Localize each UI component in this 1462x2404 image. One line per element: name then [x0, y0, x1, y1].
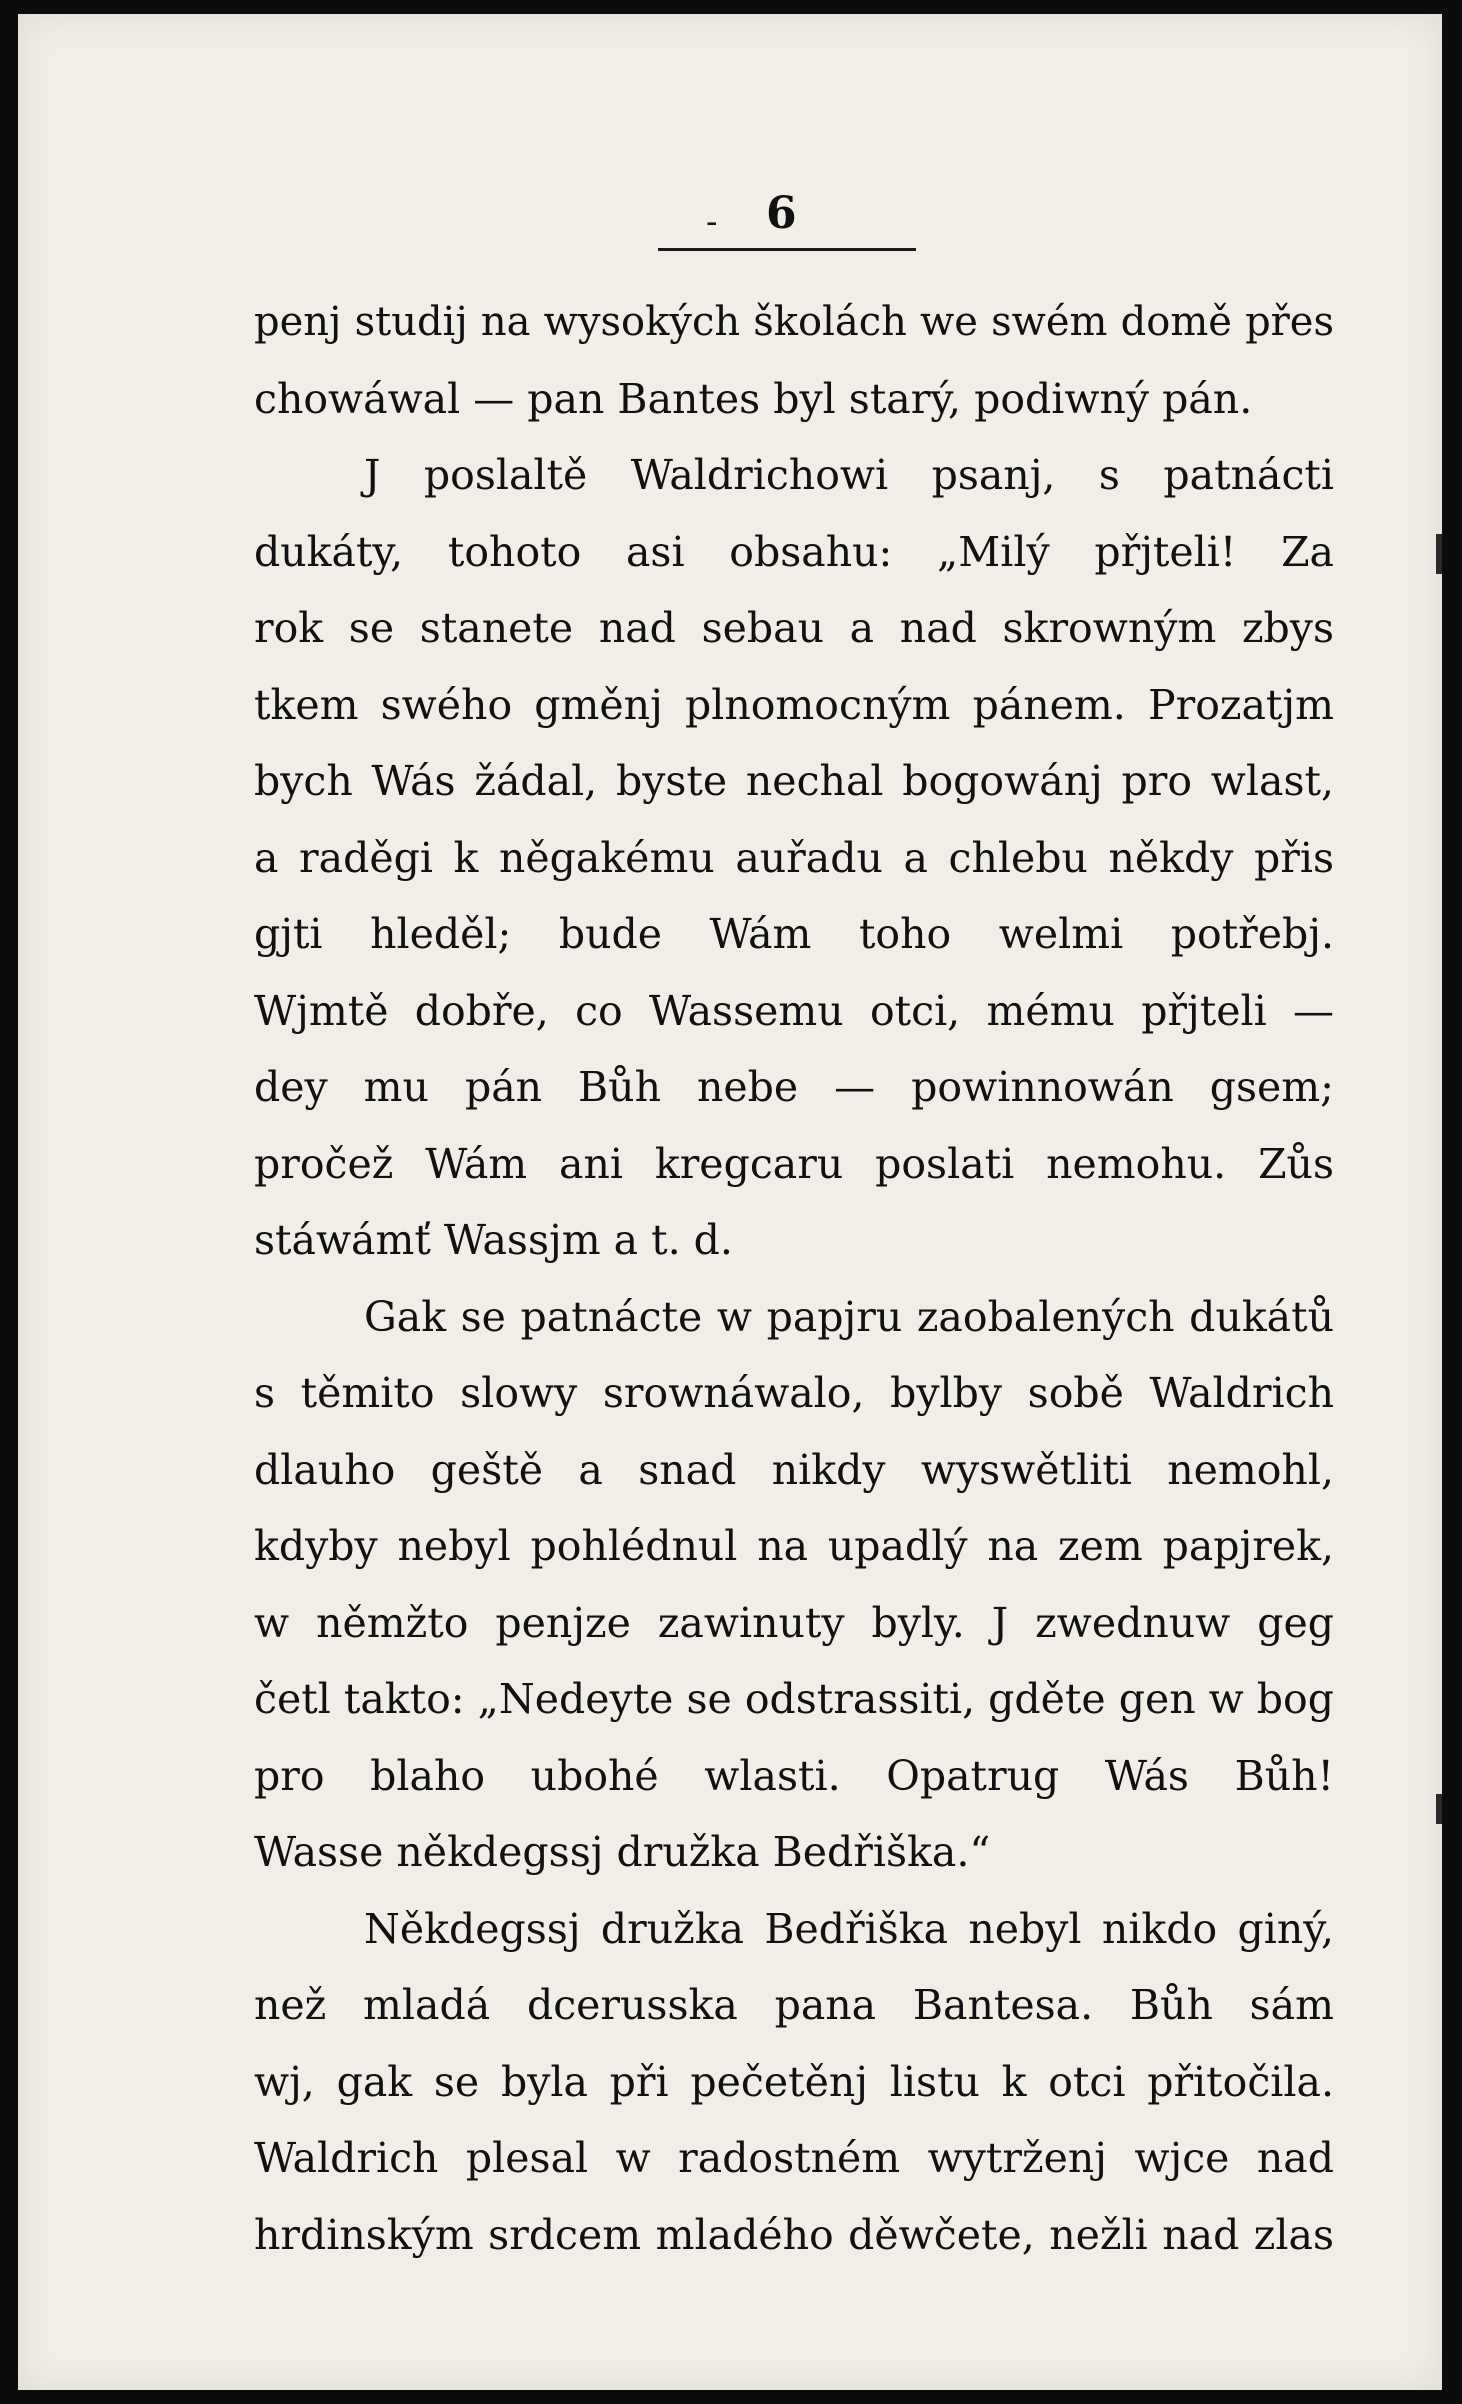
text-line: kdyby nebyl pohlédnul na upadlý na zem papjrek, [254, 1522, 1334, 1570]
text-line: s těmito slowy srownáwalo, bylby sobě Waldrich [254, 1369, 1334, 1417]
text-line: J poslaltě Waldrichowi psanj, s patnácti [364, 451, 1334, 499]
text-line: penj studij na wysokých školách we swém domě přes [254, 299, 1334, 345]
text-line: bych Wás žádal, byste nechal bogowánj pro wlast, [254, 757, 1334, 805]
text-line: Waldrich plesal w radostném wytrženj wjce nad [254, 2134, 1334, 2182]
page-number: 6 [766, 188, 797, 239]
text-line: četl takto: „Nedeyte se odstrassiti, gděte gen w bog [254, 1675, 1334, 1723]
text-line: pro blaho ubohé wlasti. Opatrug Wás Bůh! [254, 1751, 1334, 1800]
header-dash: - [706, 202, 718, 242]
book-page [18, 14, 1442, 2390]
text-line: rok se stanete nad sebau a nad skrowným zbys [254, 604, 1334, 652]
page-header [18, 182, 1442, 262]
text-line: Gak se patnácte w papjru zaobalených dukátů [364, 1292, 1334, 1341]
text-line: chowáwal — pan Bantes byl starý, podiwný pán. [254, 374, 1253, 423]
page-edge-mark [1436, 534, 1442, 574]
text-line: dey mu pán Bůh nebe — powinnowán gsem; [254, 1063, 1334, 1111]
text-line: gjti hleděl; bude Wám toho welmi potřebj. [254, 910, 1334, 958]
text-line: Někdegssj družka Bedřiška nebyl nikdo giný, [364, 1904, 1334, 1953]
text-line: Wjmtě dobře, co Wassemu otci, mému přjteli — [254, 986, 1334, 1035]
page-edge-mark [1436, 1794, 1442, 1824]
text-line: w němžto penjze zawinuty byly. J zwednuw geg [254, 1598, 1334, 1647]
text-line: a raděgi k něgakému auřadu a chlebu někdy přis [254, 833, 1334, 882]
body-text [254, 284, 1334, 2273]
text-line: pročež Wám ani kregcaru poslati nemohu. Zůs [254, 1139, 1334, 1188]
text-line: dukáty, tohoto asi obsahu: „Milý přjteli! Za [254, 527, 1334, 576]
text-line: než mladá dcerusska pana Bantesa. Bůh sám [254, 1981, 1334, 2029]
text-line: stáwámť Wassjm a t. d. [254, 1216, 733, 1264]
text-line: hrdinským srdcem mladého děwčete, nežli nad zlas [254, 2210, 1334, 2259]
text-line: tkem swého gměnj plnomocným pánem. Prozatjm [254, 680, 1334, 729]
text-line: Wasse někdegssj družka Bedřiška.“ [254, 1828, 991, 1876]
header-rule [658, 248, 916, 251]
text-line: wj, gak se byla při pečetěnj listu k otci přitočila. [254, 2057, 1334, 2106]
text-line: dlauho geště a snad nikdy wyswětliti nemohl, [254, 1445, 1334, 1494]
